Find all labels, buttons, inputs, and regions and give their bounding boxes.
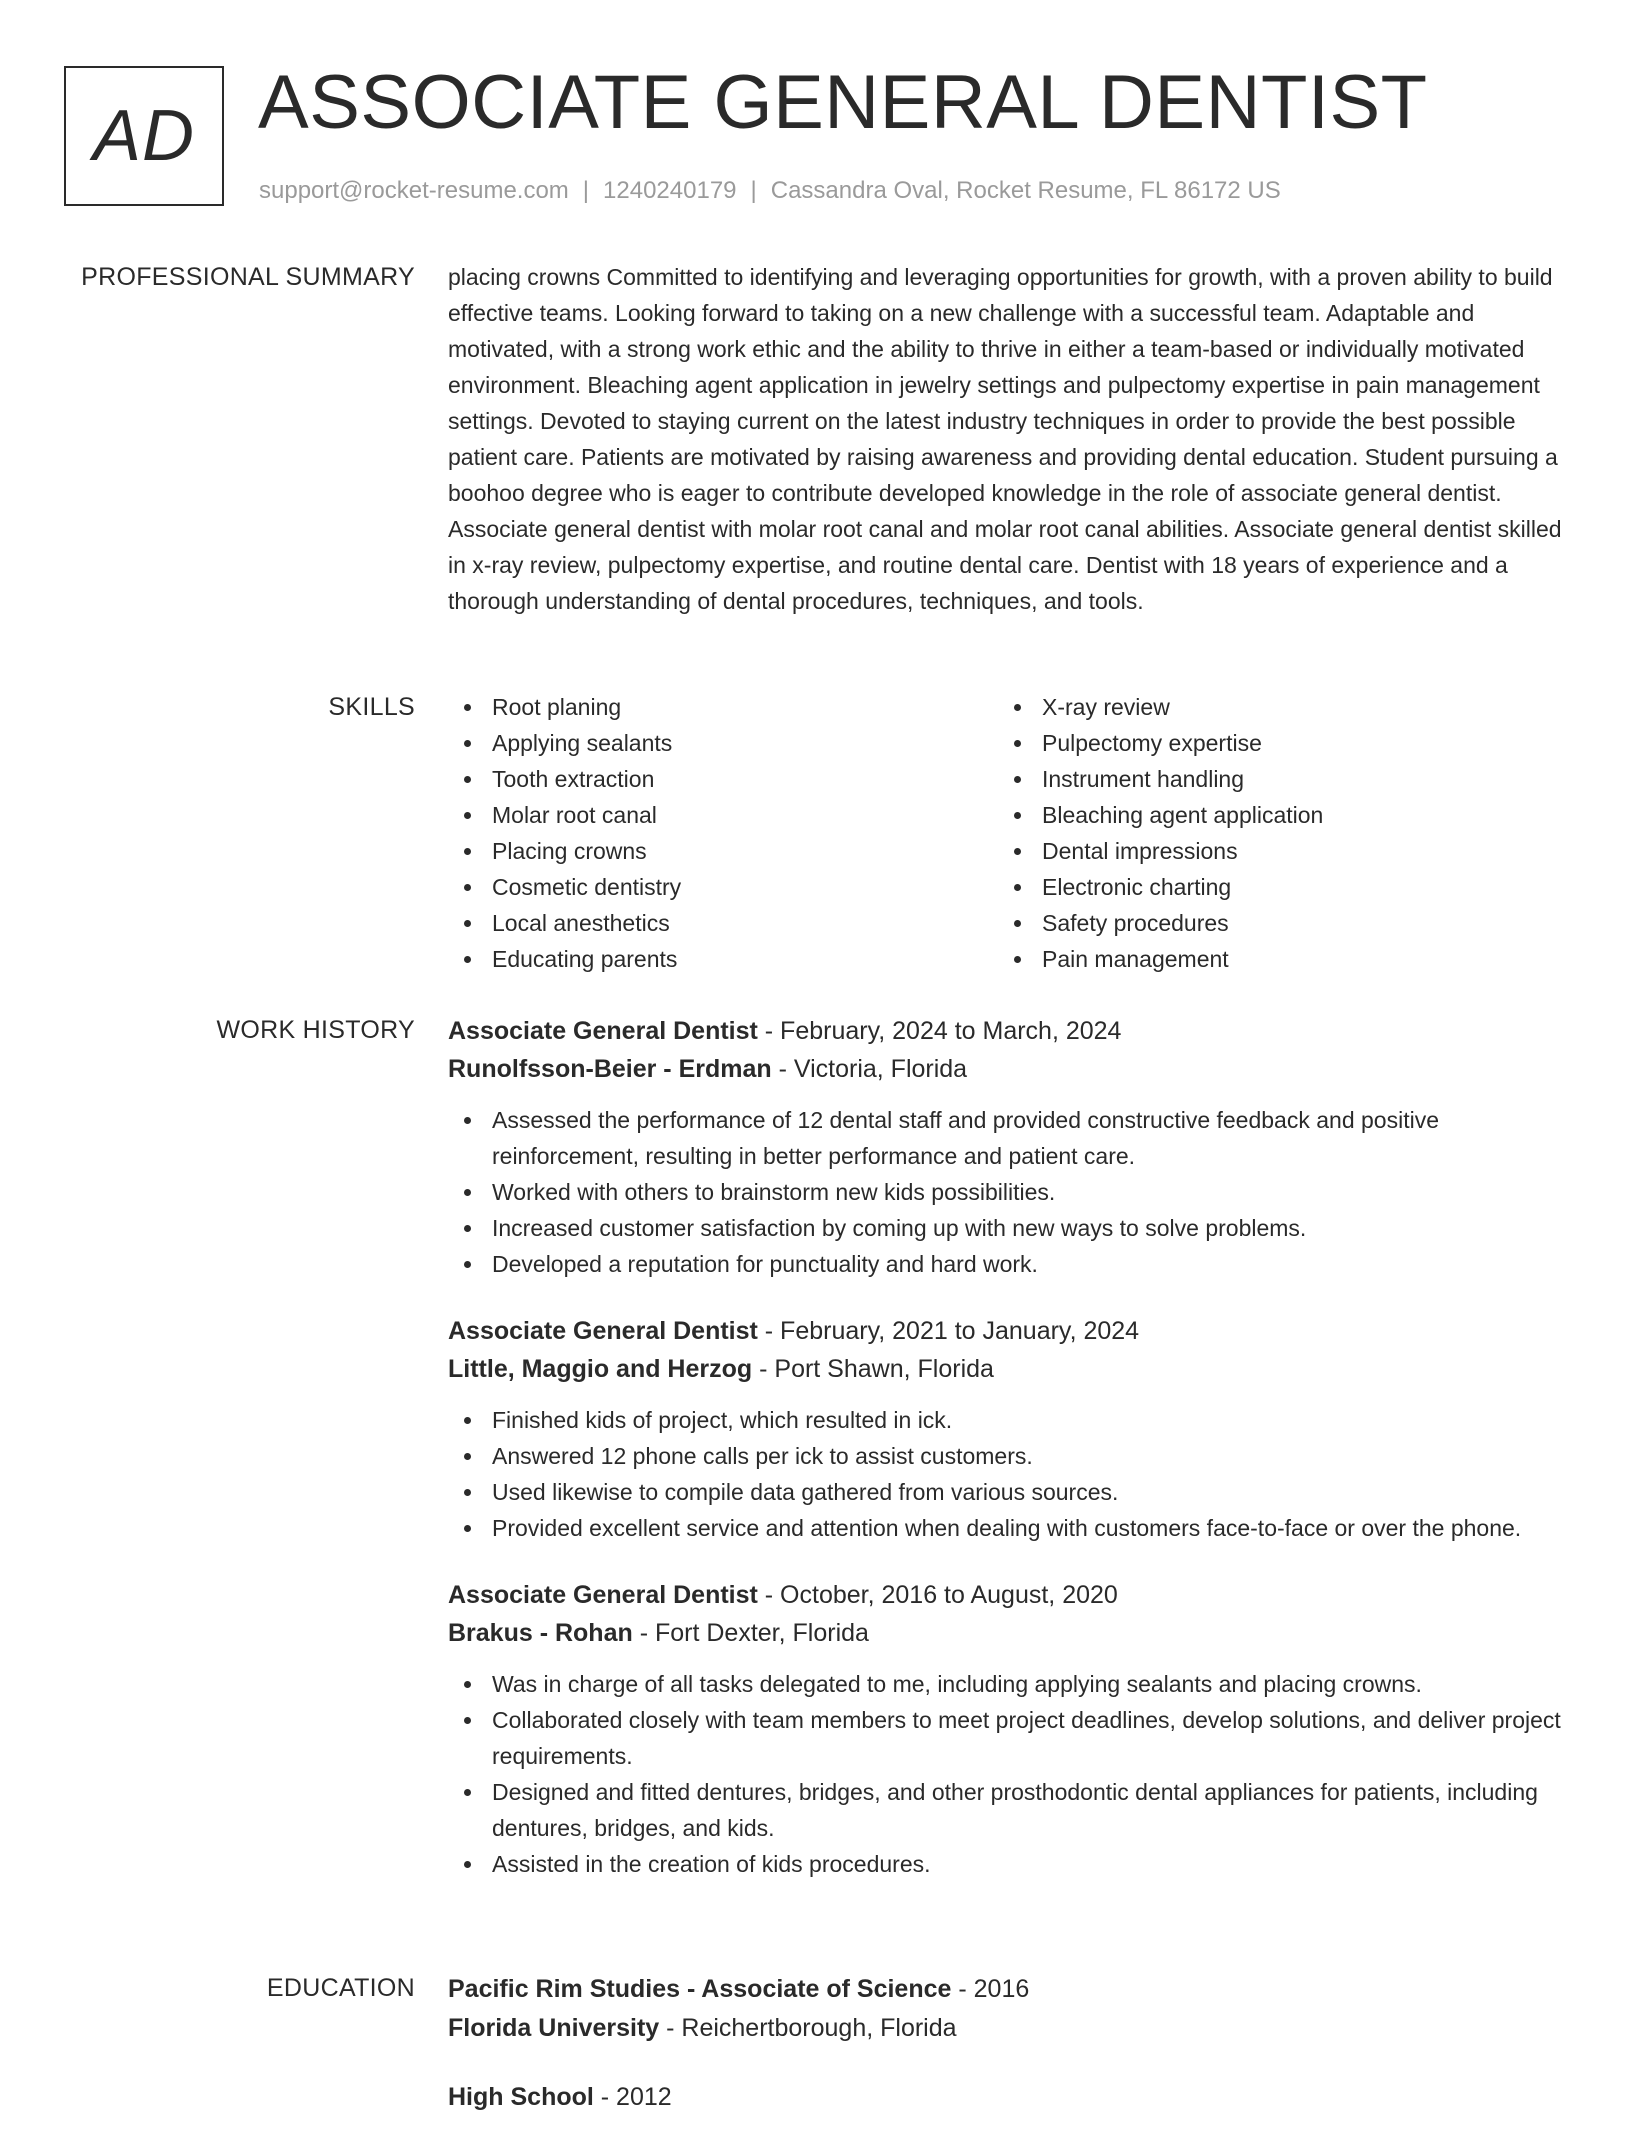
job-bullet: Used likewise to compile data gathered from various sources. <box>448 1474 1570 1510</box>
education-degree-line <box>448 1970 1570 2009</box>
job-bullet: Developed a reputation for punctuality and hard work. <box>448 1246 1570 1282</box>
job-title-line <box>448 1012 1570 1050</box>
skill-item: Educating parents <box>448 941 998 977</box>
education-degree: High School <box>448 2083 594 2111</box>
job-dates: - February, 2024 to March, 2024 <box>757 1017 1122 1045</box>
education-school: Florida University <box>448 2014 660 2042</box>
job-entry <box>448 1312 1570 1546</box>
education-year: - 2016 <box>951 1975 1030 2003</box>
job-location: - Port Shawn, Florida <box>752 1355 994 1383</box>
skill-item: Instrument handling <box>998 761 1548 797</box>
job-title: Associate General Dentist <box>448 1317 758 1345</box>
job-company-line <box>448 1050 1570 1088</box>
skills-column-right <box>998 689 1548 977</box>
job-location: - Victoria, Florida <box>771 1055 968 1083</box>
job-bullet: Collaborated closely with team members to meet project deadlines, develop solutions, and deliver project requirements. <box>448 1702 1570 1774</box>
work-history-heading: WORK HISTORY <box>216 1016 415 1044</box>
contact-address: Cassandra Oval, Rocket Resume, FL 86172 US <box>770 177 1281 204</box>
job-company: Runolfsson-Beier - Erdman <box>448 1055 772 1083</box>
job-bullet: Answered 12 phone calls per ick to assist customers. <box>448 1438 1570 1474</box>
skill-item: Placing crowns <box>448 833 998 869</box>
skills-body <box>448 689 1570 977</box>
contact-email: support@rocket-resume.com <box>259 177 569 204</box>
job-bullet: Assisted in the creation of kids procedures. <box>448 1846 1570 1882</box>
skill-item: Dental impressions <box>998 833 1548 869</box>
monogram-box <box>64 66 224 206</box>
skill-item: Applying sealants <box>448 725 998 761</box>
education-body <box>448 1970 1570 2147</box>
work-history-body <box>448 1012 1570 1912</box>
contact-phone: 1240240179 <box>603 177 737 204</box>
job-entry <box>448 1012 1570 1282</box>
job-dates: - October, 2016 to August, 2020 <box>757 1581 1118 1609</box>
job-title-line <box>448 1576 1570 1614</box>
education-heading: EDUCATION <box>266 1974 415 2002</box>
education-entry <box>448 1970 1570 2048</box>
skill-item: Bleaching agent application <box>998 797 1548 833</box>
job-bullets <box>448 1402 1570 1546</box>
contact-line <box>259 176 1281 206</box>
monogram-initials: AD <box>92 96 196 176</box>
skill-item: Molar root canal <box>448 797 998 833</box>
education-year: - 2012 <box>593 2083 672 2111</box>
skill-item: Pain management <box>998 941 1548 977</box>
job-bullet: Designed and fitted dentures, bridges, and other prosthodontic dental appliances for patients, including dentures, bridges, and kids. <box>448 1774 1570 1846</box>
job-company-line <box>448 1350 1570 1388</box>
job-company-line <box>448 1614 1570 1652</box>
job-bullet: Worked with others to brainstorm new kids possibilities. <box>448 1174 1570 1210</box>
skill-item: X-ray review <box>998 689 1548 725</box>
contact-separator: | <box>582 177 590 204</box>
summary-heading: PROFESSIONAL SUMMARY <box>81 263 415 291</box>
education-degree-line <box>448 2078 1570 2117</box>
job-title: Associate General Dentist <box>448 1017 758 1045</box>
skill-item: Tooth extraction <box>448 761 998 797</box>
job-bullet: Finished kids of project, which resulted in ick. <box>448 1402 1570 1438</box>
skills-column-left <box>448 689 998 977</box>
summary-text: placing crowns Committed to identifying and leveraging opportunities for growth, with a proven ability to build effective teams. Looking forward to taking on a new challenge with a successful team. Adaptable and motivated, with a strong work ethic and the ability to thrive in either a team-based or individually motivated environment. Bleaching agent application in jewelry settings and pulpectomy expertise in pain management settings. Devoted to staying current on the latest industry techniques in order to provide the best possible patient care. Patients are motivated by raising awareness and providing dental education. Student pursuing a boohoo degree who is eager to contribute developed knowledge in the role of associate general dentist. Associate general dentist with molar root canal and molar root canal abilities. Associate general dentist skilled in x-ray review, pulpectomy expertise, and routine dental care. Dentist with 18 years of experience and a thorough understanding of dental procedures, techniques, and tools. <box>448 264 1562 614</box>
job-bullets <box>448 1666 1570 1882</box>
skills-heading: SKILLS <box>328 693 415 721</box>
job-title: Associate General Dentist <box>448 1581 758 1609</box>
job-bullet: Was in charge of all tasks delegated to me, including applying sealants and placing crowns. <box>448 1666 1570 1702</box>
skill-item: Root planing <box>448 689 998 725</box>
education-school-line <box>448 2009 1570 2048</box>
skills-grid <box>448 689 1570 977</box>
skill-item: Pulpectomy expertise <box>998 725 1548 761</box>
contact-separator: | <box>750 177 757 204</box>
skill-item: Local anesthetics <box>448 905 998 941</box>
job-location: - Fort Dexter, Florida <box>632 1619 869 1647</box>
resume-title: ASSOCIATE GENERAL DENTIST <box>258 60 1428 145</box>
skill-item: Electronic charting <box>998 869 1548 905</box>
job-title-line <box>448 1312 1570 1350</box>
job-entry <box>448 1576 1570 1882</box>
education-location: - Reichertborough, Florida <box>659 2014 957 2042</box>
job-company: Little, Maggio and Herzog <box>448 1355 753 1383</box>
skill-item: Cosmetic dentistry <box>448 869 998 905</box>
education-entry <box>448 2078 1570 2117</box>
job-bullet: Provided excellent service and attention when dealing with customers face-to-face or over the phone. <box>448 1510 1570 1546</box>
job-bullet: Increased customer satisfaction by coming up with new ways to solve problems. <box>448 1210 1570 1246</box>
job-bullets <box>448 1102 1570 1282</box>
skill-item: Safety procedures <box>998 905 1548 941</box>
job-bullet: Assessed the performance of 12 dental staff and provided constructive feedback and positive reinforcement, resulting in better performance and patient care. <box>448 1102 1570 1174</box>
education-degree: Pacific Rim Studies - Associate of Science <box>448 1975 952 2003</box>
job-dates: - February, 2021 to January, 2024 <box>757 1317 1140 1345</box>
summary-body <box>448 259 1570 619</box>
job-company: Brakus - Rohan <box>448 1619 633 1647</box>
